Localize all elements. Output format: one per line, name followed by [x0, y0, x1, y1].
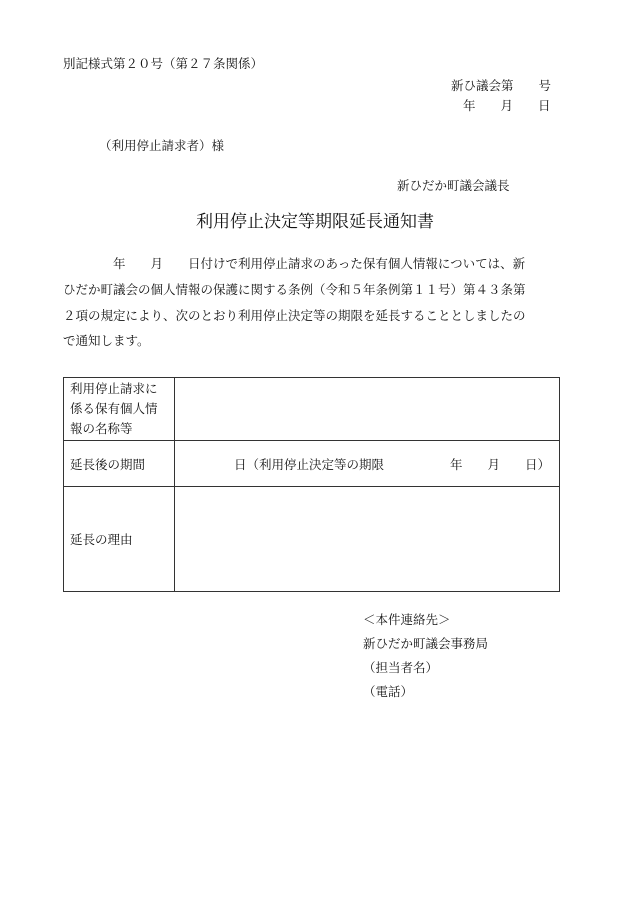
table-row-requested-info: [64, 378, 560, 441]
contact-person: （担当者名）: [363, 660, 439, 675]
label-line: 係る保有個人情: [70, 401, 158, 416]
extended-period-date-text: 日（利用停止決定等の期限: [234, 456, 385, 472]
sender: 新ひだか町議会議長: [397, 178, 510, 193]
contact-office: 新ひだか町議会事務局: [363, 636, 489, 651]
reason-label: 延長の理由: [64, 487, 175, 592]
document-date: 年 月 日: [463, 98, 551, 113]
addressee: （利用停止請求者）様: [99, 138, 225, 153]
body-text-line: で通知します。: [63, 333, 150, 348]
body-text-line: 年 月 日付けで利用停止請求のあった保有個人情報については、新: [63, 256, 526, 271]
body-text-line: ひだか町議会の個人情報の保護に関する条例（令和５年条例第１１号）第４３条第: [63, 282, 526, 297]
form-reference: 別記様式第２０号（第２７条関係）: [63, 56, 264, 71]
extended-period-value[interactable]: [175, 441, 560, 487]
contact-heading: ＜本件連絡先＞: [363, 612, 451, 627]
requested-info-value[interactable]: [175, 378, 560, 441]
table-row-reason: [64, 487, 560, 592]
extension-info-table: [63, 377, 560, 592]
body-text-line: ２項の規定により、次のとおり利用停止決定等の期限を延長することとしましたの: [63, 308, 526, 323]
document-number: 新ひ議会第 号: [451, 78, 552, 93]
table-row-extended-period: [64, 441, 560, 487]
label-line: 報の名称等: [70, 421, 133, 436]
label-line: 利用停止請求に: [70, 381, 158, 396]
deadline-date-text: 年 月 日）: [450, 456, 551, 472]
reason-value[interactable]: [175, 487, 560, 592]
extended-period-label: 延長後の期間: [64, 441, 175, 487]
requested-info-label: [64, 378, 175, 441]
contact-phone: （電話）: [363, 684, 414, 699]
document-title: 利用停止決定等期限延長通知書: [196, 212, 434, 232]
